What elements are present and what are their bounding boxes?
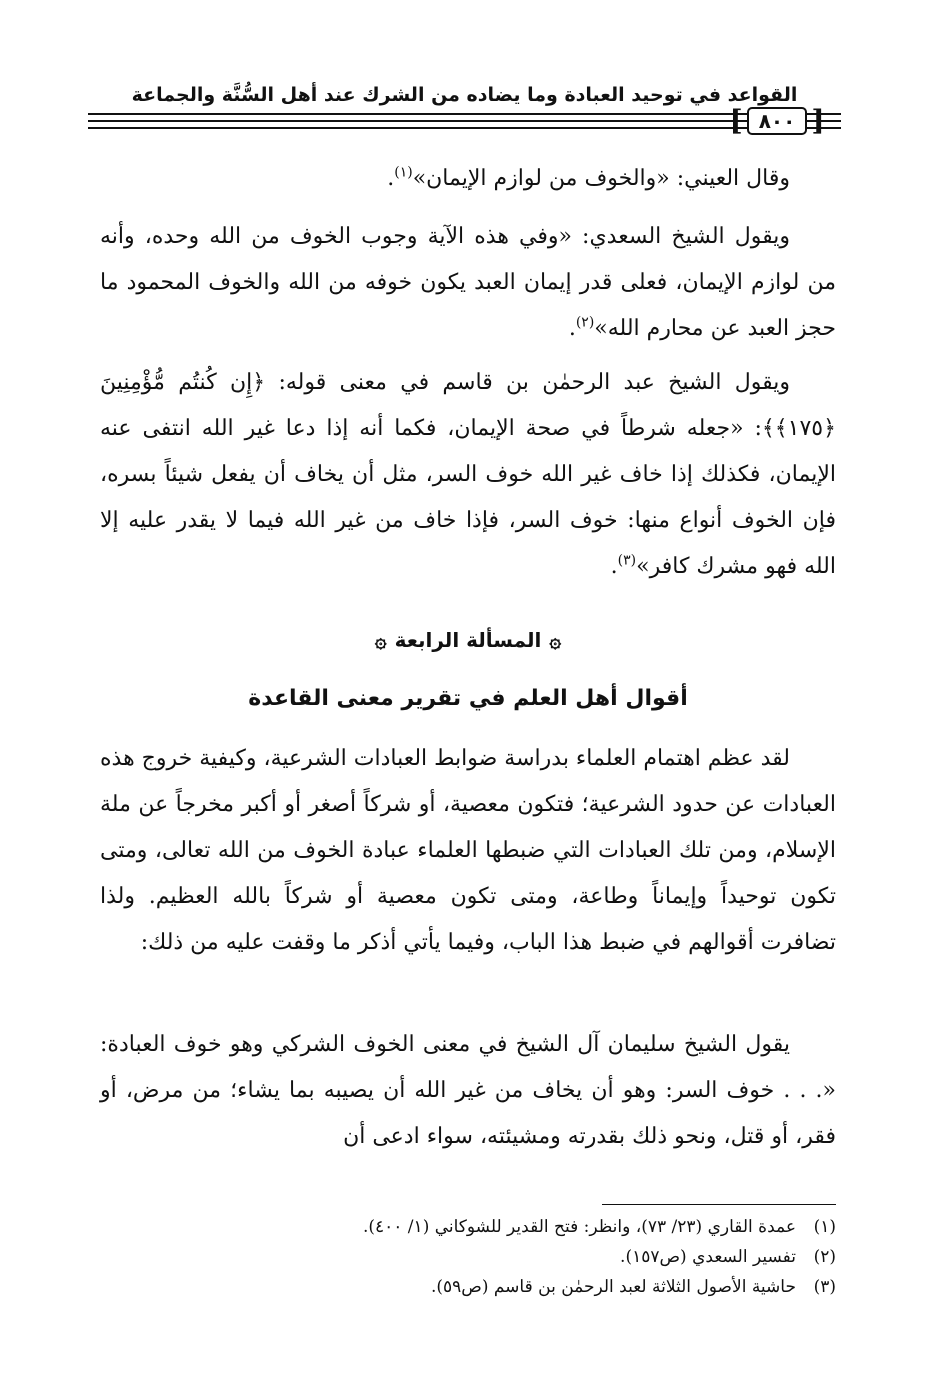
footnote-ref-2[interactable]: (٢) (575, 314, 595, 331)
section-heading: أقوال أهل العلم في تقرير معنى القاعدة (248, 686, 688, 711)
footnote-ref-3[interactable]: (٣) (617, 552, 637, 569)
paragraph-3 (100, 360, 836, 590)
page-number: ٨٠٠ (747, 107, 808, 135)
bracket-right-icon: ] (811, 104, 825, 137)
running-header (88, 84, 841, 137)
footnote-number: (٢) (813, 1247, 836, 1267)
paragraph-1-end: . (387, 166, 395, 191)
paragraph-4-text: لقد عظم اهتمام العلماء بدراسة ضوابط العبادات الشرعية، وكيفية خروج هذه العبادات عن حدود الشرعية؛ فتكون معصية، أو شركاً أصغر أو أكبر مخرجاً عن ملة الإسلام، ومن تلك العبادات التي ضبطها العلماء عبادة الخوف من الله تعالى، ومتى تكون توحيداً وإيماناً وطاعة، ومتى تكون معصية أو شركاً بالله العظيم. ولذا تضافرت أقوالهم في ضبط هذا الباب، وفيما يأتي أذكر ما وقفت عليه من ذلك: (100, 746, 836, 955)
paragraph-3-text: ويقول الشيخ عبد الرحمٰن بن قاسم في معنى قوله: ﴿إِن كُنتُم مُّؤْمِنِينَ ﴿١٧٥﴾﴾: «جعله شرطاً في صحة الإيمان، فكما أنه إذا دعا غير الله انتفى عنه الإيمان، فكذلك إذا خاف غير الله خوف السر، مثل أن يخاف أن يفعل شيئاً بسره، فإن الخوف أنواع منها: خوف السر، فإذا خاف من غير الله فيما لا يقدر عليه إلا الله فهو مشرك كافر» (100, 370, 836, 579)
bracket-left-icon: [ (729, 104, 743, 137)
footnote-number: (٣) (813, 1277, 836, 1297)
paragraph-1-text: وقال العيني: «والخوف من لوازم الإيمان» (412, 166, 790, 191)
footnote-number: (١) (813, 1217, 836, 1237)
footnote-text: عمدة القاري (٢٣/ ٧٣)، وانظر: فتح القدير للشوكاني (١/ ٤٠٠). (362, 1217, 796, 1237)
section-label-text: المسألة الرابعة (394, 628, 542, 652)
section-label (100, 628, 836, 652)
footnote-3 (100, 1272, 836, 1302)
footnote-1 (100, 1212, 836, 1242)
header-title: القواعد في توحيد العبادة وما يضاده من الشرك عند أهل السُّنَّة والجماعة (131, 84, 798, 106)
footnote-2 (100, 1242, 836, 1272)
footnote-text: تفسير السعدي (ص١٥٧). (620, 1247, 796, 1267)
paragraph-2 (100, 214, 836, 352)
star-ornament-icon: ۞ (374, 628, 387, 652)
paragraph-5-text: يقول الشيخ سليمان آل الشيخ في معنى الخوف الشركي وهو خوف العبادة: «. . . خوف السر: وهو أن يخاف من غير الله أن يصيبه بما يشاء؛ من مرض، أو فقر، أو قتل، ونحو ذلك بقدرته ومشيئته، سواء ادعى أن (100, 1032, 836, 1149)
footnote-ref-1[interactable]: (١) (394, 164, 413, 181)
star-ornament-icon: ۞ (549, 628, 562, 652)
footnote-text: حاشية الأصول الثلاثة لعبد الرحمٰن بن قاسم (ص٥٩). (430, 1277, 796, 1297)
paragraph-5 (100, 1022, 836, 1160)
paragraph-1 (100, 156, 836, 202)
paragraph-2-end: . (568, 316, 576, 341)
paragraph-4 (100, 736, 836, 966)
paragraph-3-end: . (610, 554, 618, 579)
page-number-box (713, 104, 841, 137)
footnote-separator (602, 1204, 836, 1205)
paragraph-2-text: ويقول الشيخ السعدي: «وفي هذه الآية وجوب الخوف من الله وحده، وأنه من لوازم الإيمان، فعلى قدر إيمان العبد يكون خوفه من الله والخوف المحمود ما حجز العبد عن محارم الله» (100, 224, 836, 341)
